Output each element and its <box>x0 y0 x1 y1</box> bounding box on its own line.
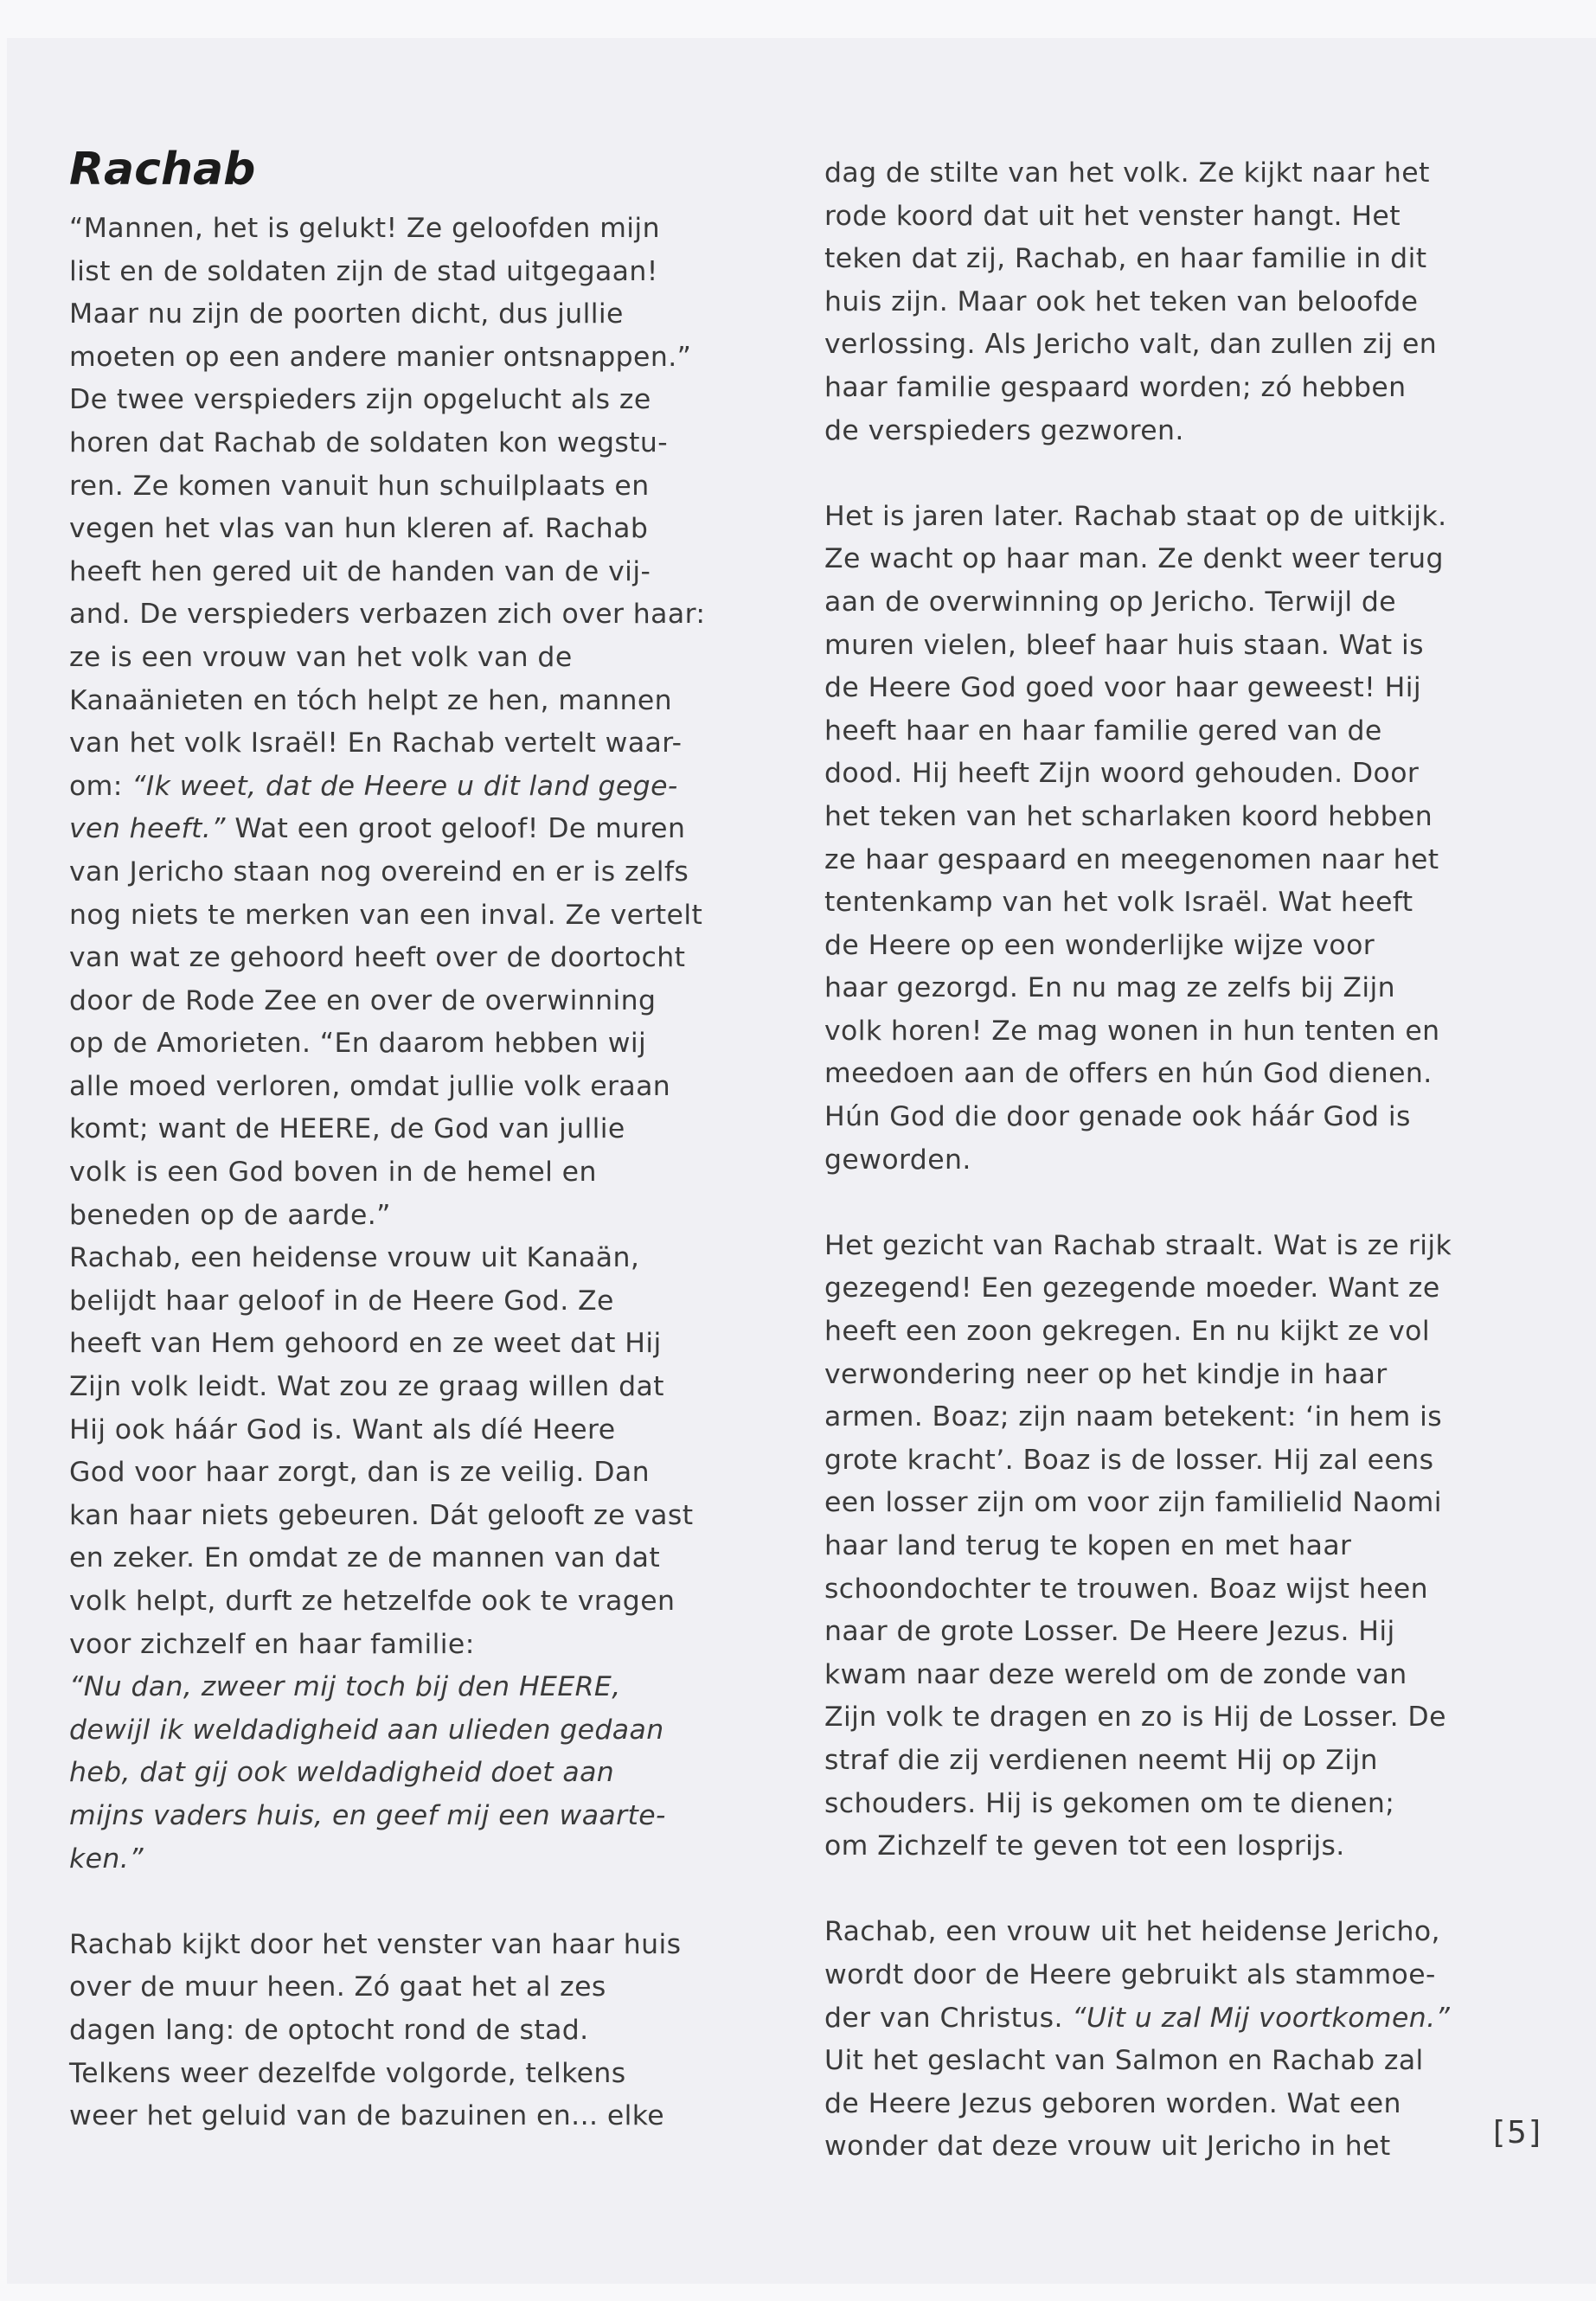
text-line: God voor haar zorgt, dan is ze veilig. Dan <box>69 1457 650 1489</box>
text-line: “Mannen, het is gelukt! Ze geloofden mijn <box>69 213 660 244</box>
quote-run: “Uit u zal Mij voortkomen.” <box>1072 2002 1451 2034</box>
text-line: Zijn volk leidt. Wat zou ze graag willen dat <box>69 1371 664 1403</box>
text-line: dag de stilte van het volk. Ze kijkt naar het <box>824 157 1430 189</box>
text-line: Ze wacht op haar man. Ze denkt weer terug <box>824 543 1444 575</box>
text-line: Telkens weer dezelfde volgorde, telkens <box>69 2057 626 2089</box>
left-column <box>69 143 709 2138</box>
text-line: heeft hen gered uit de handen van de vij- <box>69 555 651 587</box>
text-line: een losser zijn om voor zijn familielid Naomi <box>824 1487 1442 1519</box>
text-line: haar gezorgd. En nu mag ze zelfs bij Zijn <box>824 972 1396 1004</box>
text-run: Wat een groot geloof! De muren <box>225 813 686 845</box>
paragraph-gap <box>824 452 1465 496</box>
text-line: volk is een God boven in de hemel en <box>69 1157 597 1189</box>
text-line: van het volk Israël! En Rachab vertelt waar- <box>69 727 683 760</box>
text-line: voor zichzelf en haar familie: <box>69 1628 475 1660</box>
text-line: alle moed verloren, omdat jullie volk eraan <box>69 1070 671 1102</box>
text-line: muren vielen, bleef haar huis staan. Wat is <box>824 629 1424 661</box>
text-line: vegen het vlas van hun kleren af. Rachab <box>69 513 649 545</box>
text-line: beneden op de aarde.” <box>69 1199 391 1231</box>
text-run: der van Christus. <box>824 2002 1073 2034</box>
text-line-mixed <box>69 766 709 809</box>
text-line: verlossing. Als Jericho valt, dan zullen zij en <box>824 329 1438 361</box>
text-line: Hún God die door genade ook háár God is <box>824 1101 1411 1133</box>
text-line: wonder dat deze vrouw uit Jericho in het <box>824 2131 1391 2163</box>
text-line: wordt door de Heere gebruikt als stammoe- <box>824 1958 1436 1990</box>
paragraph-gap <box>69 1881 709 1924</box>
text-line: door de Rode Zee en over de overwinning <box>69 984 657 1016</box>
text-line: volk helpt, durft ze hetzelfde ook te vragen <box>69 1586 676 1617</box>
paragraph-gap <box>824 1182 1465 1225</box>
text-line: teken dat zij, Rachab, en haar familie in dit <box>824 243 1427 275</box>
text-line: Zijn volk te dragen en zo is Hij de Losser. De <box>824 1702 1446 1734</box>
text-line: huis zijn. Maar ook het teken van beloofde <box>824 285 1419 317</box>
text-line: geworden. <box>824 1144 971 1176</box>
text-line: over de muur heen. Zó gaat het al zes <box>69 1971 606 2003</box>
text-line: schouders. Hij is gekomen om te dienen; <box>824 1787 1395 1819</box>
text-line: Rachab, een vrouw uit het heidense Jericho, <box>824 1916 1440 1948</box>
text-line: list en de soldaten zijn de stad uitgegaan! <box>69 255 658 287</box>
right-column <box>824 152 1465 2169</box>
text-line: en zeker. En omdat ze de mannen van dat <box>69 1542 661 1574</box>
text-line: de Heere God goed voor haar geweest! Hij <box>824 672 1422 704</box>
text-line: Het is jaren later. Rachab staat op de uitkijk. <box>824 500 1447 532</box>
text-line: and. De verspieders verbazen zich over haar: <box>69 599 706 631</box>
quote-line: ken.” <box>69 1843 144 1875</box>
text-line: op de Amorieten. “En daarom hebben wij <box>69 1028 647 1060</box>
text-line: moeten op een andere manier ontsnappen.” <box>69 341 692 373</box>
quote-line: dewijl ik weldadigheid aan ulieden gedaan <box>69 1714 664 1746</box>
text-line: armen. Boaz; zijn naam betekent: ‘in hem is <box>824 1401 1443 1433</box>
text-line: het teken van het scharlaken koord hebben <box>824 800 1433 832</box>
text-line-mixed <box>824 1997 1465 2041</box>
text-line: rode koord dat uit het venster hangt. Het <box>824 200 1401 232</box>
article-title: Rachab <box>69 144 256 195</box>
text-line: ze haar gespaard en meegenomen naar het <box>824 843 1439 875</box>
text-line: De twee verspieders zijn opgelucht als ze <box>69 384 651 416</box>
text-line: dood. Hij heeft Zijn woord gehouden. Door <box>824 758 1420 790</box>
text-run: om: <box>69 770 132 802</box>
text-line: Rachab kijkt door het venster van haar huis <box>69 1928 682 1960</box>
text-line: heeft van Hem gehoord en ze weet dat Hij <box>69 1328 662 1360</box>
text-line: ze is een vrouw van het volk van de <box>69 641 573 673</box>
text-line: de Heere op een wonderlijke wijze voor <box>824 929 1375 961</box>
quote-line: “Nu dan, zweer mij toch bij den HEERE, <box>69 1671 621 1703</box>
text-line: Uit het geslacht van Salmon en Rachab zal <box>824 2045 1424 2077</box>
text-line: de verspieders gezworen. <box>824 414 1184 446</box>
text-line: straf die zij verdienen neemt Hij op Zijn <box>824 1744 1378 1776</box>
text-line: kwam naar deze wereld om de zonde van <box>824 1658 1407 1690</box>
text-line: schoondochter te trouwen. Boaz wijst heen <box>824 1573 1429 1605</box>
paragraph-gap <box>824 1868 1465 1912</box>
text-line: tentenkamp van het volk Israël. Wat heeft <box>824 887 1413 919</box>
text-line: Het gezicht van Rachab straalt. Wat is ze rijk <box>824 1229 1452 1261</box>
page-number: [5] <box>1493 2115 1542 2150</box>
text-line: om Zichzelf te geven tot een losprijs. <box>824 1830 1345 1862</box>
text-line: van Jericho staan nog overeind en er is zelfs <box>69 856 689 888</box>
text-line: van wat ze gehoord heeft over de doortocht <box>69 942 686 974</box>
quote-line: heb, dat gij ook weldadigheid doet aan <box>69 1757 615 1789</box>
text-line: gezegend! Een gezegende moeder. Want ze <box>824 1272 1440 1304</box>
text-line: de Heere Jezus geboren worden. Wat een <box>824 2087 1401 2119</box>
text-line: aan de overwinning op Jericho. Terwijl de <box>824 586 1397 618</box>
text-line-mixed <box>69 808 709 851</box>
text-line: weer het geluid van de bazuinen en... elke <box>69 2100 665 2132</box>
text-line: meedoen aan de offers en hún God dienen. <box>824 1058 1433 1090</box>
text-line: kan haar niets gebeuren. Dát gelooft ze vast <box>69 1499 694 1531</box>
text-line: haar land terug te kopen en met haar <box>824 1530 1352 1561</box>
text-line: volk horen! Ze mag wonen in hun tenten en <box>824 1015 1440 1047</box>
quote-line: mijns vaders huis, en geef mij een waarte- <box>69 1799 666 1831</box>
quote-run: ven heeft.” <box>69 813 226 845</box>
text-line: Hij ook háár God is. Want als díé Heere <box>69 1413 616 1445</box>
text-line: haar familie gespaard worden; zó hebben <box>824 371 1407 403</box>
text-line: Maar nu zijn de poorten dicht, dus jullie <box>69 298 624 330</box>
text-line: Rachab, een heidense vrouw uit Kanaän, <box>69 1242 640 1274</box>
quote-run: “Ik weet, dat de Heere u dit land gege- <box>131 770 678 802</box>
text-line: nog niets te merken van een inval. Ze vertelt <box>69 899 703 931</box>
text-line: dagen lang: de optocht rond de stad. <box>69 2014 589 2046</box>
text-line: komt; want de HEERE, de God van jullie <box>69 1113 625 1145</box>
text-line: heeft een zoon gekregen. En nu kijkt ze vol <box>824 1316 1431 1348</box>
text-line: ren. Ze komen vanuit hun schuilplaats en <box>69 470 650 502</box>
text-line: Kanaänieten en tóch helpt ze hen, mannen <box>69 684 673 716</box>
text-line: verwondering neer op het kindje in haar <box>824 1358 1388 1390</box>
text-line: naar de grote Losser. De Heere Jezus. Hij <box>824 1616 1395 1648</box>
text-line: belijdt haar geloof in de Heere God. Ze <box>69 1285 614 1317</box>
text-line: heeft haar en haar familie gered van de <box>824 715 1382 747</box>
text-line: grote kracht’. Boaz is de losser. Hij zal eens <box>824 1444 1434 1476</box>
text-line: horen dat Rachab de soldaten kon wegstu- <box>69 426 669 458</box>
